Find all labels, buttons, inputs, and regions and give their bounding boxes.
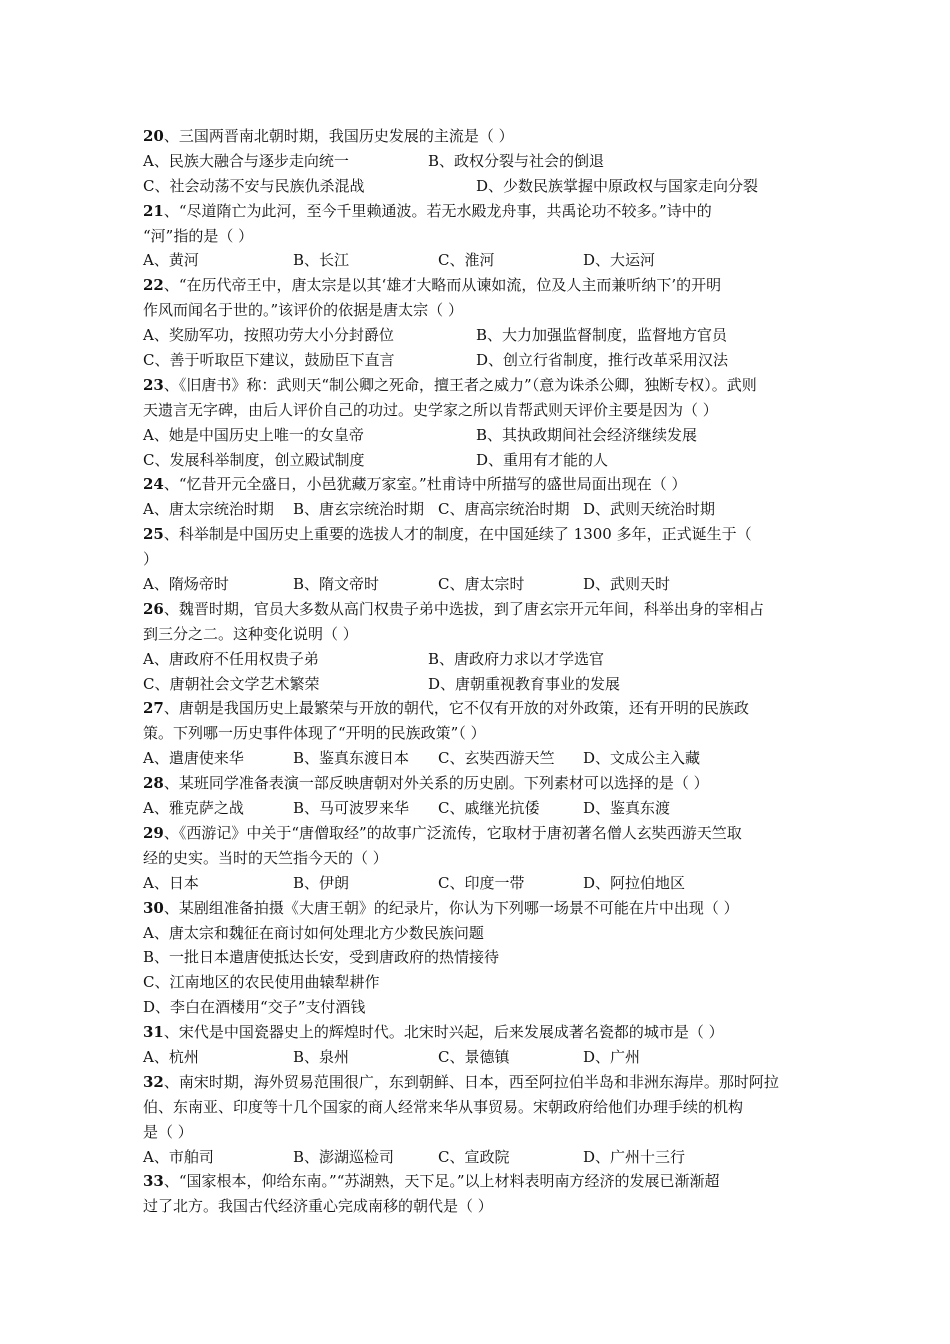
answer-option: A、唐太宗统治时期 xyxy=(143,500,274,519)
question-text: 、魏晋时期，官员大多数从高门权贵子弟中选拔，到了唐玄宗开元年间，科举出身的宰相占 xyxy=(163,599,764,618)
question-text: 经的史实。当时的天竺指今天的（ ） xyxy=(143,848,388,867)
question-number: 29 xyxy=(143,823,164,842)
options-row xyxy=(143,796,813,821)
question-text: 是（ ） xyxy=(143,1122,193,1141)
question-number: 24 xyxy=(143,475,164,494)
question-number: 23 xyxy=(143,375,164,394)
answer-option: A、市舶司 xyxy=(143,1147,214,1166)
question-line xyxy=(143,522,813,547)
answer-option: B、隋文帝时 xyxy=(293,575,380,594)
question-line xyxy=(143,721,813,746)
answer-option: B、长江 xyxy=(293,251,350,270)
answer-option: C、唐太宗时 xyxy=(438,575,525,594)
question-line xyxy=(143,547,813,572)
answer-option: C、淮河 xyxy=(438,251,495,270)
answer-option: C、景德镇 xyxy=(438,1047,510,1066)
question-text: 、宋代是中国瓷器史上的辉煌时代。北宋时兴起，后来发展成著名瓷都的城市是（ ） xyxy=(163,1023,724,1042)
question-line xyxy=(143,821,813,846)
answer-option: C、江南地区的农民使用曲辕犁耕作 xyxy=(143,973,380,992)
answer-option: A、奖励军功，按照功劳大小分封爵位 xyxy=(143,326,394,345)
answer-option: A、杭州 xyxy=(143,1047,199,1066)
options-row xyxy=(143,248,813,273)
question-text: 、唐朝是我国历史上最繁荣与开放的朝代，它不仅有开放的对外政策，还有开明的民族政 xyxy=(163,699,749,718)
question-number: 26 xyxy=(143,599,164,618)
options-row xyxy=(143,423,813,448)
answer-option: B、马可波罗来华 xyxy=(293,799,410,818)
question-number: 25 xyxy=(143,525,164,544)
question-number: 22 xyxy=(143,276,164,295)
question-line xyxy=(143,1169,813,1194)
question-number: 21 xyxy=(143,201,164,220)
question-text: 伯、东南亚、印度等十几个国家的商人经常来华从事贸易。宋朝政府给他们办理手续的机构 xyxy=(143,1097,744,1116)
answer-option: B、唐玄宗统治时期 xyxy=(293,500,425,519)
question-line xyxy=(143,273,813,298)
question-line xyxy=(143,1194,813,1219)
question-text: 、“忆昔开元全盛日，小邑犹藏万家室。”杜甫诗中所描写的盛世局面出现在（ ） xyxy=(163,475,687,494)
options-row xyxy=(143,497,813,522)
question-text: 、“国家根本，仰给东南。”“苏湖熟，天下足。”以上材料表明南方经济的发展已渐渐超 xyxy=(163,1172,720,1191)
options-row xyxy=(143,572,813,597)
answer-option: C、宣政院 xyxy=(438,1147,510,1166)
question-number: 32 xyxy=(143,1072,164,1091)
question-number: 33 xyxy=(143,1172,164,1191)
answer-option: B、政权分裂与社会的倒退 xyxy=(428,151,605,170)
options-row xyxy=(143,174,813,199)
options-row xyxy=(143,149,813,174)
question-text: 作风而闻名于世的。”该评价的依据是唐太宗（ ） xyxy=(143,301,463,320)
question-text: 、某剧组准备拍摄《大唐王朝》的纪录片，你认为下列哪一场景不可能在片中出现（ ） xyxy=(163,898,739,917)
answer-option: D、广州十三行 xyxy=(583,1147,686,1166)
question-text: ） xyxy=(143,550,159,569)
answer-option: A、唐政府不任用权贵子弟 xyxy=(143,649,319,668)
options-row xyxy=(143,945,813,970)
answer-option: D、创立行省制度，推行改革采用汉法 xyxy=(476,351,729,370)
answer-option: B、其执政期间社会经济继续发展 xyxy=(476,425,698,444)
question-number: 20 xyxy=(143,127,164,145)
question-text: 、《西游记》中关于“唐僧取经”的故事广泛流传，它取材于唐初著名僧人玄奘西游天竺取 xyxy=(163,823,742,842)
question-line xyxy=(143,896,813,921)
answer-option: A、唐太宗和魏征在商讨如何处理北方少数民族问题 xyxy=(143,923,484,942)
answer-option: A、日本 xyxy=(143,873,199,892)
answer-option: C、玄奘西游天竺 xyxy=(438,749,555,768)
question-text: 、三国两晋南北朝时期，我国历史发展的主流是（ ） xyxy=(163,127,514,145)
answer-option: C、戚继光抗倭 xyxy=(438,799,540,818)
question-text: “河”指的是（ ） xyxy=(143,226,254,245)
answer-option: B、唐政府力求以才学选官 xyxy=(428,649,605,668)
answer-option: D、武则天时 xyxy=(583,575,671,594)
question-line xyxy=(143,696,813,721)
options-row xyxy=(143,1045,813,1070)
question-line xyxy=(143,373,813,398)
options-row xyxy=(143,448,813,473)
question-text: 、南宋时期，海外贸易范围很广，东到朝鲜、日本，西至阿拉伯半岛和非洲东海岸。那时阿拉 xyxy=(163,1072,779,1091)
answer-option: C、印度一带 xyxy=(438,873,525,892)
answer-option: A、遣唐使来华 xyxy=(143,749,244,768)
answer-option: C、社会动荡不安与民族仇杀混战 xyxy=(143,176,365,195)
options-row xyxy=(143,348,813,373)
question-text: 策。下列哪一历史事件体现了“开明的民族政策”（ ） xyxy=(143,724,486,743)
answer-option: D、唐朝重视教育事业的发展 xyxy=(428,674,621,693)
question-text: 天遗言无字碑，由后人评价自己的功过。史学家之所以肯帮武则天评价主要是因为（ ） xyxy=(143,400,718,419)
answer-option: B、伊朗 xyxy=(293,873,350,892)
question-text: 过了北方。我国古代经济重心完成南移的朝代是（ ） xyxy=(143,1197,493,1216)
question-number: 30 xyxy=(143,898,164,917)
question-line xyxy=(143,771,813,796)
answer-option: D、武则天统治时期 xyxy=(583,500,716,519)
question-line xyxy=(143,224,813,249)
question-line xyxy=(143,199,813,224)
answer-option: D、大运河 xyxy=(583,251,656,270)
question-text: 、科举制是中国历史上重要的选拔人才的制度，在中国延续了 1300 多年，正式诞生于（ xyxy=(163,525,752,544)
answer-option: C、唐高宗统治时期 xyxy=(438,500,570,519)
question-line xyxy=(143,846,813,871)
options-row xyxy=(143,647,813,672)
question-line xyxy=(143,622,813,647)
question-text: 到三分之二。这种变化说明（ ） xyxy=(143,624,358,643)
options-row xyxy=(143,672,813,697)
answer-option: D、广州 xyxy=(583,1047,641,1066)
options-row xyxy=(143,871,813,896)
answer-option: D、李白在酒楼用“交子”支付酒钱 xyxy=(143,998,366,1017)
answer-option: C、唐朝社会文学艺术繁荣 xyxy=(143,674,320,693)
question-line xyxy=(143,472,813,497)
options-row xyxy=(143,746,813,771)
question-line xyxy=(143,298,813,323)
question-line xyxy=(143,1120,813,1145)
options-row xyxy=(143,323,813,348)
question-line xyxy=(143,124,813,149)
answer-option: B、大力加强监督制度，监督地方官员 xyxy=(476,326,728,345)
answer-option: D、文成公主入藏 xyxy=(583,749,701,768)
answer-option: D、少数民族掌握中原政权与国家走向分裂 xyxy=(476,176,759,195)
question-number: 31 xyxy=(143,1023,164,1042)
question-line xyxy=(143,1070,813,1095)
question-text: 、某班同学准备表演一部反映唐朝对外关系的历史剧。下列素材可以选择的是（ ） xyxy=(163,774,709,793)
answer-option: D、重用有才能的人 xyxy=(476,450,609,469)
options-row xyxy=(143,1145,813,1170)
question-line xyxy=(143,398,813,423)
answer-option: C、发展科举制度，创立殿试制度 xyxy=(143,450,365,469)
question-number: 28 xyxy=(143,774,164,793)
answer-option: B、一批日本遣唐使抵达长安，受到唐政府的热情接待 xyxy=(143,948,500,967)
options-row xyxy=(143,970,813,995)
exam-page xyxy=(143,124,813,1219)
question-line xyxy=(143,1095,813,1120)
answer-option: A、隋炀帝时 xyxy=(143,575,229,594)
options-row xyxy=(143,995,813,1020)
options-row xyxy=(143,921,813,946)
answer-option: B、鉴真东渡日本 xyxy=(293,749,410,768)
question-line xyxy=(143,1020,813,1045)
answer-option: A、黄河 xyxy=(143,251,199,270)
answer-option: A、雅克萨之战 xyxy=(143,799,244,818)
question-line xyxy=(143,597,813,622)
answer-option: A、民族大融合与逐步走向统一 xyxy=(143,151,349,170)
answer-option: D、鉴真东渡 xyxy=(583,799,671,818)
answer-option: D、阿拉伯地区 xyxy=(583,873,686,892)
answer-option: C、善于听取臣下建议，鼓励臣下直言 xyxy=(143,351,395,370)
answer-option: A、她是中国历史上唯一的女皇帝 xyxy=(143,425,364,444)
question-text: 、“在历代帝王中，唐太宗是以其‘雄才大略而从谏如流，位及人主而兼听纳下’的开明 xyxy=(163,276,722,295)
answer-option: B、泉州 xyxy=(293,1047,350,1066)
question-text: 、《旧唐书》称：武则天“制公卿之死命，擅王者之威力”（意为诛杀公卿，独断专权）。武则 xyxy=(163,375,757,394)
question-number: 27 xyxy=(143,699,164,718)
question-text: 、“尽道隋亡为此河，至今千里赖通波。若无水殿龙舟事，共禹论功不较多。”诗中的 xyxy=(163,201,712,220)
answer-option: B、澎湖巡检司 xyxy=(293,1147,395,1166)
